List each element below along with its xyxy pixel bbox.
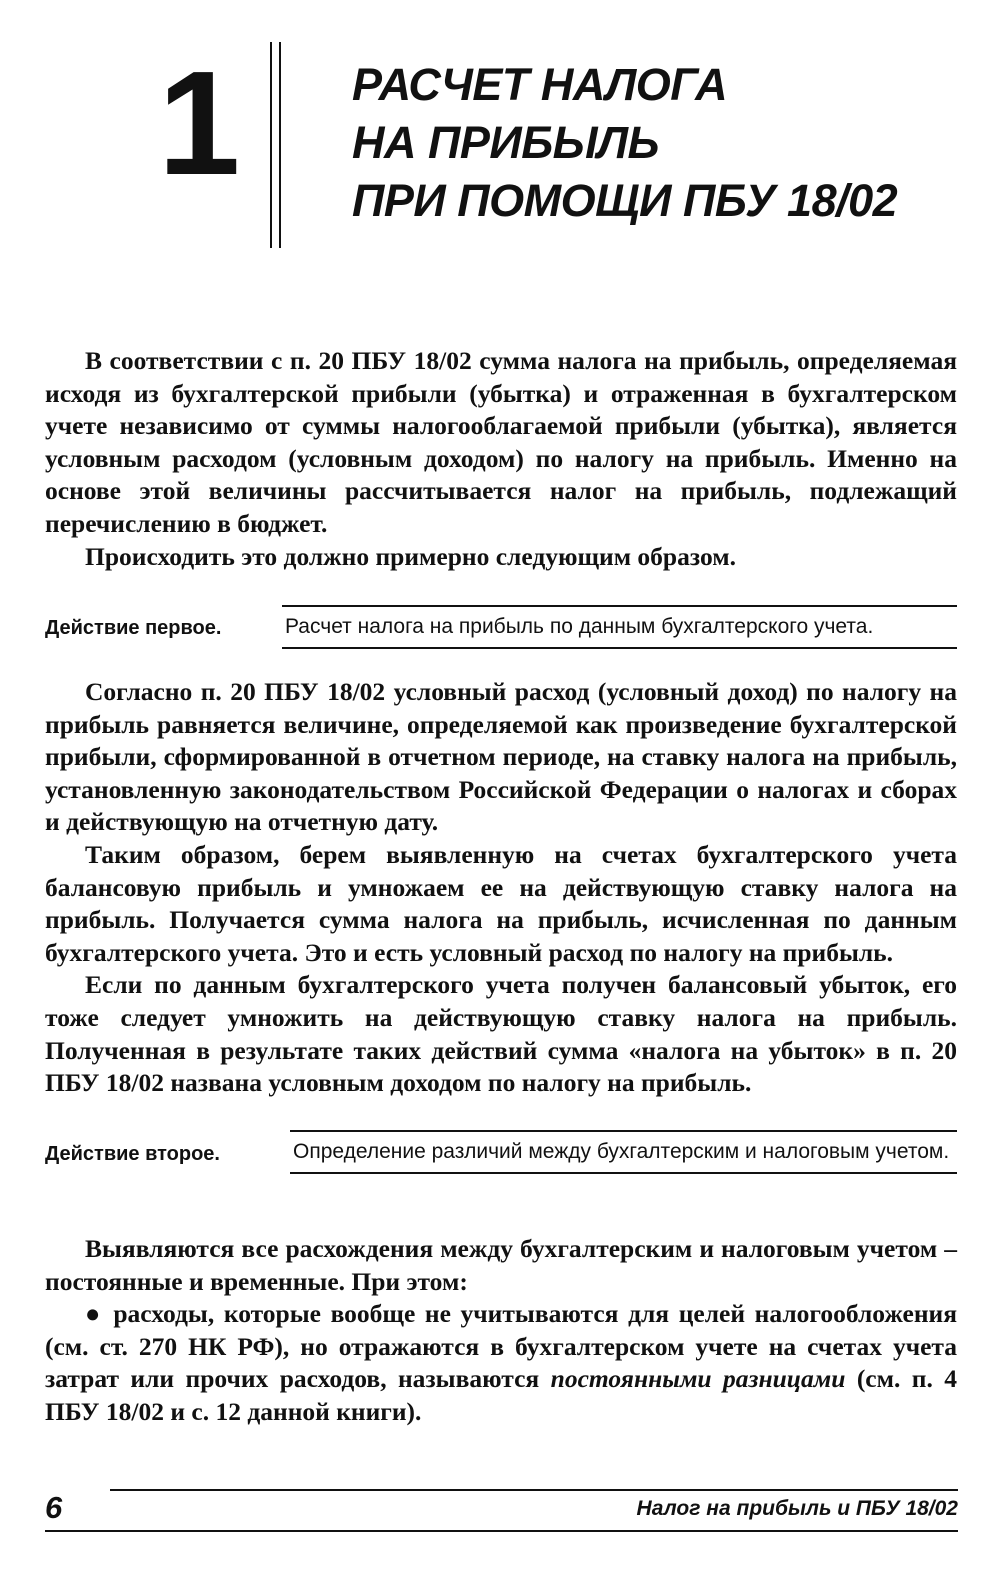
section-two-text (45, 1233, 957, 1429)
paragraph: Если по данным бухгалтерского учета получен балансовый убыток, его тоже следует умножить на действующую ставку налога на прибыль. Полученная в результате таких действий сумма «налога на убыток» в п. 20 ПБУ 18/02 названа условным доходом по налогу на прибыль. (45, 970, 957, 1098)
chapter-divider-line (270, 42, 272, 248)
page-number: 6 (45, 1490, 63, 1525)
bullet-icon: ● (85, 1299, 104, 1329)
paragraph: В соответствии с п. 20 ПБУ 18/02 сумма налога на прибыль, определяемая исходя из бухгалтерской прибыли (убытка) и отраженная в бухгалтерском учете независимо от суммы налогооблагаемой прибыли (убытка), является условным расходом (условным доходом) по налогу на прибыль. Именно на основе этой величины рассчитывается налог на прибыль, подлежащий перечислению в бюджет. (45, 346, 957, 538)
chapter-number: 1 (158, 41, 241, 206)
action-one (45, 605, 957, 651)
action-description: Расчет налога на прибыль по данным бухгалтерского учета. (282, 605, 957, 649)
bullet-text: расходы, которые вообще не учитываются для целей налогообложения (см. ст. 270 НК РФ), но отражаются в бухгалтерском учете на счетах учета затрат или прочих расходов, называются (45, 1299, 958, 1394)
action-label: Действие второе. (45, 1143, 220, 1165)
chapter-divider-line (279, 42, 281, 248)
action-two (45, 1130, 957, 1204)
action-label: Действие первое. (45, 617, 222, 639)
paragraph: Происходить это должно примерно следующим образом. (85, 541, 736, 571)
bullet-text: (см. п. 4 ПБУ 18/02 и с. 12 данной книги). (45, 1364, 958, 1426)
chapter-title-line: НА ПРИБЫЛЬ (352, 117, 659, 168)
paragraph: Выявляются все расхождения между бухгалтерским и налоговым учетом – постоянные и временные. При этом: (45, 1234, 957, 1296)
action-description: Определение различий между бухгалтерским и налоговым учетом. (290, 1130, 957, 1174)
paragraph: Согласно п. 20 ПБУ 18/02 условный расход (условный доход) по налогу на прибыль равняется величине, определяемой как произведение бухгалтерской прибыли, сформированной в отчетном периоде, на ставку налога на прибыль, установленную законодательством Российской Федерации о налогах и сборах и действующую на отчетную дату. (45, 677, 957, 837)
chapter-title-line: РАСЧЕТ НАЛОГА (352, 59, 728, 110)
chapter-title (352, 56, 897, 230)
running-title: Налог на прибыль и ПБУ 18/02 (636, 1497, 958, 1520)
paragraph: Таким образом, берем выявленную на счетах бухгалтерского учета балансовую прибыль и умножаем ее на действующую ставку налога на прибыль. Получается сумма налога на прибыль, исчисленная по данным бухгалтерского учета. Это и есть условный расход по налогу на прибыль. (45, 839, 957, 967)
chapter-title-line: ПРИ ПОМОЩИ ПБУ 18/02 (352, 175, 898, 226)
section-one-text (45, 676, 957, 1100)
bullet-item (45, 1298, 957, 1428)
footer-rule (45, 1530, 958, 1532)
emphasis-term: постоянными разницами (550, 1364, 846, 1394)
intro-text (45, 345, 957, 573)
footer-rule (110, 1489, 958, 1491)
